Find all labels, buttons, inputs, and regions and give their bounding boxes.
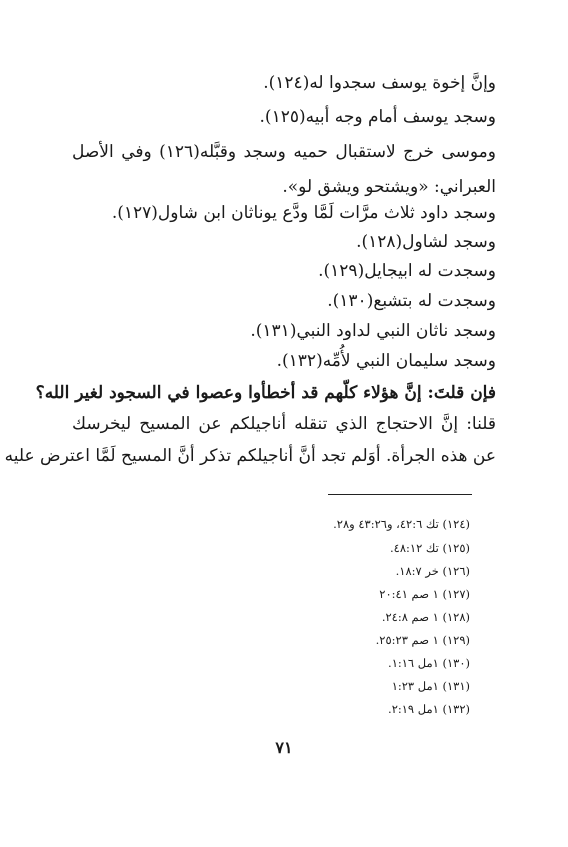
footnote: (١٢٦) خر ١٨:٧. <box>395 564 470 578</box>
body-line: وسجد يوسف أمام وجه أبيه(١٢٥). <box>259 107 496 127</box>
footnote: (١٢٥) تك ٤٨:١٢. <box>390 541 470 555</box>
objection-line: فإن قلتَ: إنَّ هؤلاء كلّهم قد أخطأوا وعصوا في السجود لغير الله؟ <box>35 383 496 403</box>
footnote: (١٣٠) ١مل ١:١٦. <box>388 656 470 670</box>
footnote: (١٢٧) ١ صم ٢٠:٤١ <box>379 587 470 601</box>
page-number: ٧١ <box>275 738 293 757</box>
footnote: (١٣٢) ١مل ٢:١٩. <box>388 702 470 716</box>
body-line: وسجدت له بتشبع(١٣٠). <box>327 291 496 311</box>
footnote: (١٢٤) تك ٤٢:٦، و٤٣:٢٦ و٢٨. <box>333 517 470 531</box>
footnote: (١٢٨) ١ صم ٢٤:٨. <box>381 610 470 624</box>
body-line: وسجدت له ابيجايل(١٢٩). <box>318 261 496 281</box>
body-line: وسجد سليمان النبي لأُمِّه(١٣٢). <box>276 351 496 371</box>
body-line: وموسى خرج لاستقبال حميه وسجد وقبَّله(١٢٦) وفي الأصل <box>72 142 496 162</box>
body-line: العبراني: «ويشتحو ويشق لو». <box>282 177 496 197</box>
footnote-separator <box>328 494 472 495</box>
body-line: وإنَّ إخوة يوسف سجدوا له(١٢٤). <box>263 73 496 93</box>
footnote: (١٢٩) ١ صم ٢٥:٢٣. <box>375 633 470 647</box>
body-line: وسجد لشاول(١٢٨). <box>356 232 496 252</box>
answer-line: قلنا: إنَّ الاحتجاج الذي تنقله أناجيلكم عن المسيح ليخرسك <box>72 414 496 434</box>
body-line: وسجد داود ثلاث مرَّات لَمَّا ودَّع يوناثان ابن شاول(١٢٧). <box>111 203 496 223</box>
body-line: عن هذه الجرأة. أوَلم تجد أنَّ أناجيلكم تذكر أنَّ المسيح لَمَّا اعترض عليه <box>4 446 496 466</box>
footnote: (١٣١) ١مل ١:٢٣ <box>391 679 470 693</box>
body-line: وسجد ناثان النبي لداود النبي(١٣١). <box>250 321 496 341</box>
